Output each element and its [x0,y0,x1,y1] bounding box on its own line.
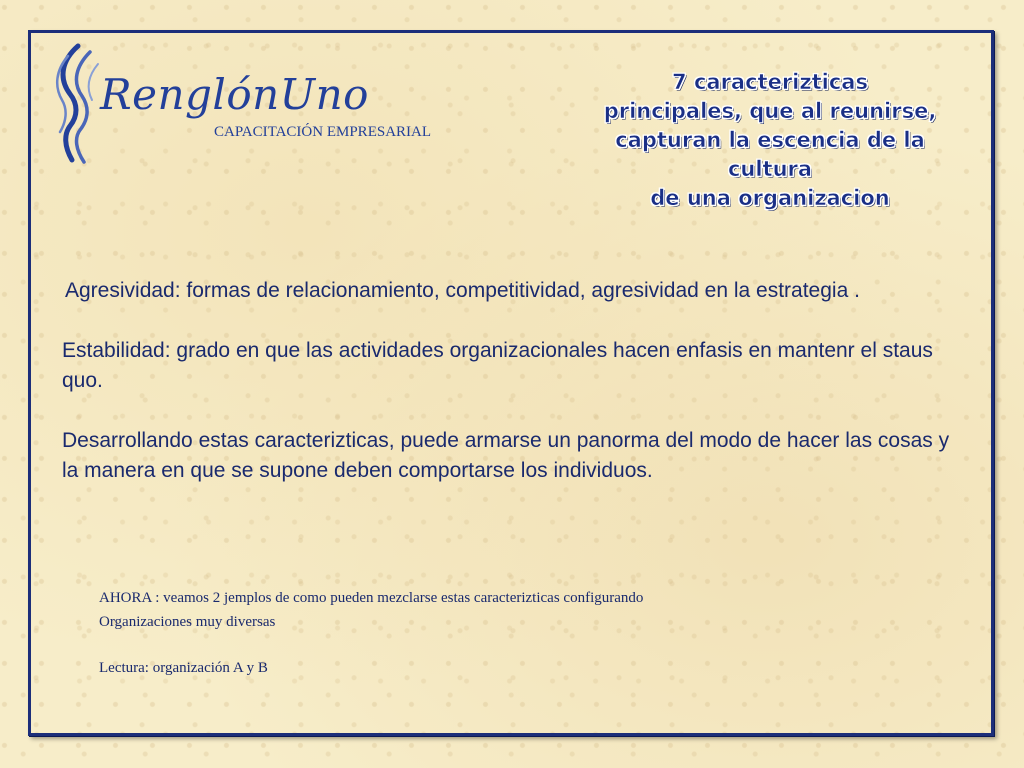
logo-tagline: CAPACITACIÓN EMPRESARIAL [214,124,432,140]
title-line: capturan la escencia de la [615,128,925,152]
paragraph-desarrollando: Desarrollando estas caracterizticas, puede armarse un panorma del modo de hacer las cosas y la manera en que se supone deben comportarse los individuos. [62,429,950,482]
paragraph-estabilidad: Estabilidad: grado en que las actividades organizacionales hacen enfasis en mantenr el staus quo. [62,339,933,392]
note-line: AHORA : veamos 2 jemplos de como pueden mezclarse estas caracterizticas configurando [99,590,644,606]
title-line: 7 caracterizticas [672,70,868,94]
company-logo [48,42,468,172]
slide-title [570,68,970,213]
note-line: Organizaciones muy diversas [99,614,276,630]
logo-swirl-icon [48,42,108,167]
paragraph-agresividad: Agresividad: formas de relacionamiento, competitividad, agresividad en la estrategia . [65,279,860,302]
note-spacer [99,634,899,656]
title-line: principales, que al reunirse, [603,99,937,123]
logo-name: RenglónUno [100,70,369,119]
title-line: de una organizacion [650,186,890,210]
reading-note: Lectura: organización A y B [99,660,268,676]
notes [99,586,899,680]
body-text [62,276,952,486]
title-line: cultura [727,157,813,181]
